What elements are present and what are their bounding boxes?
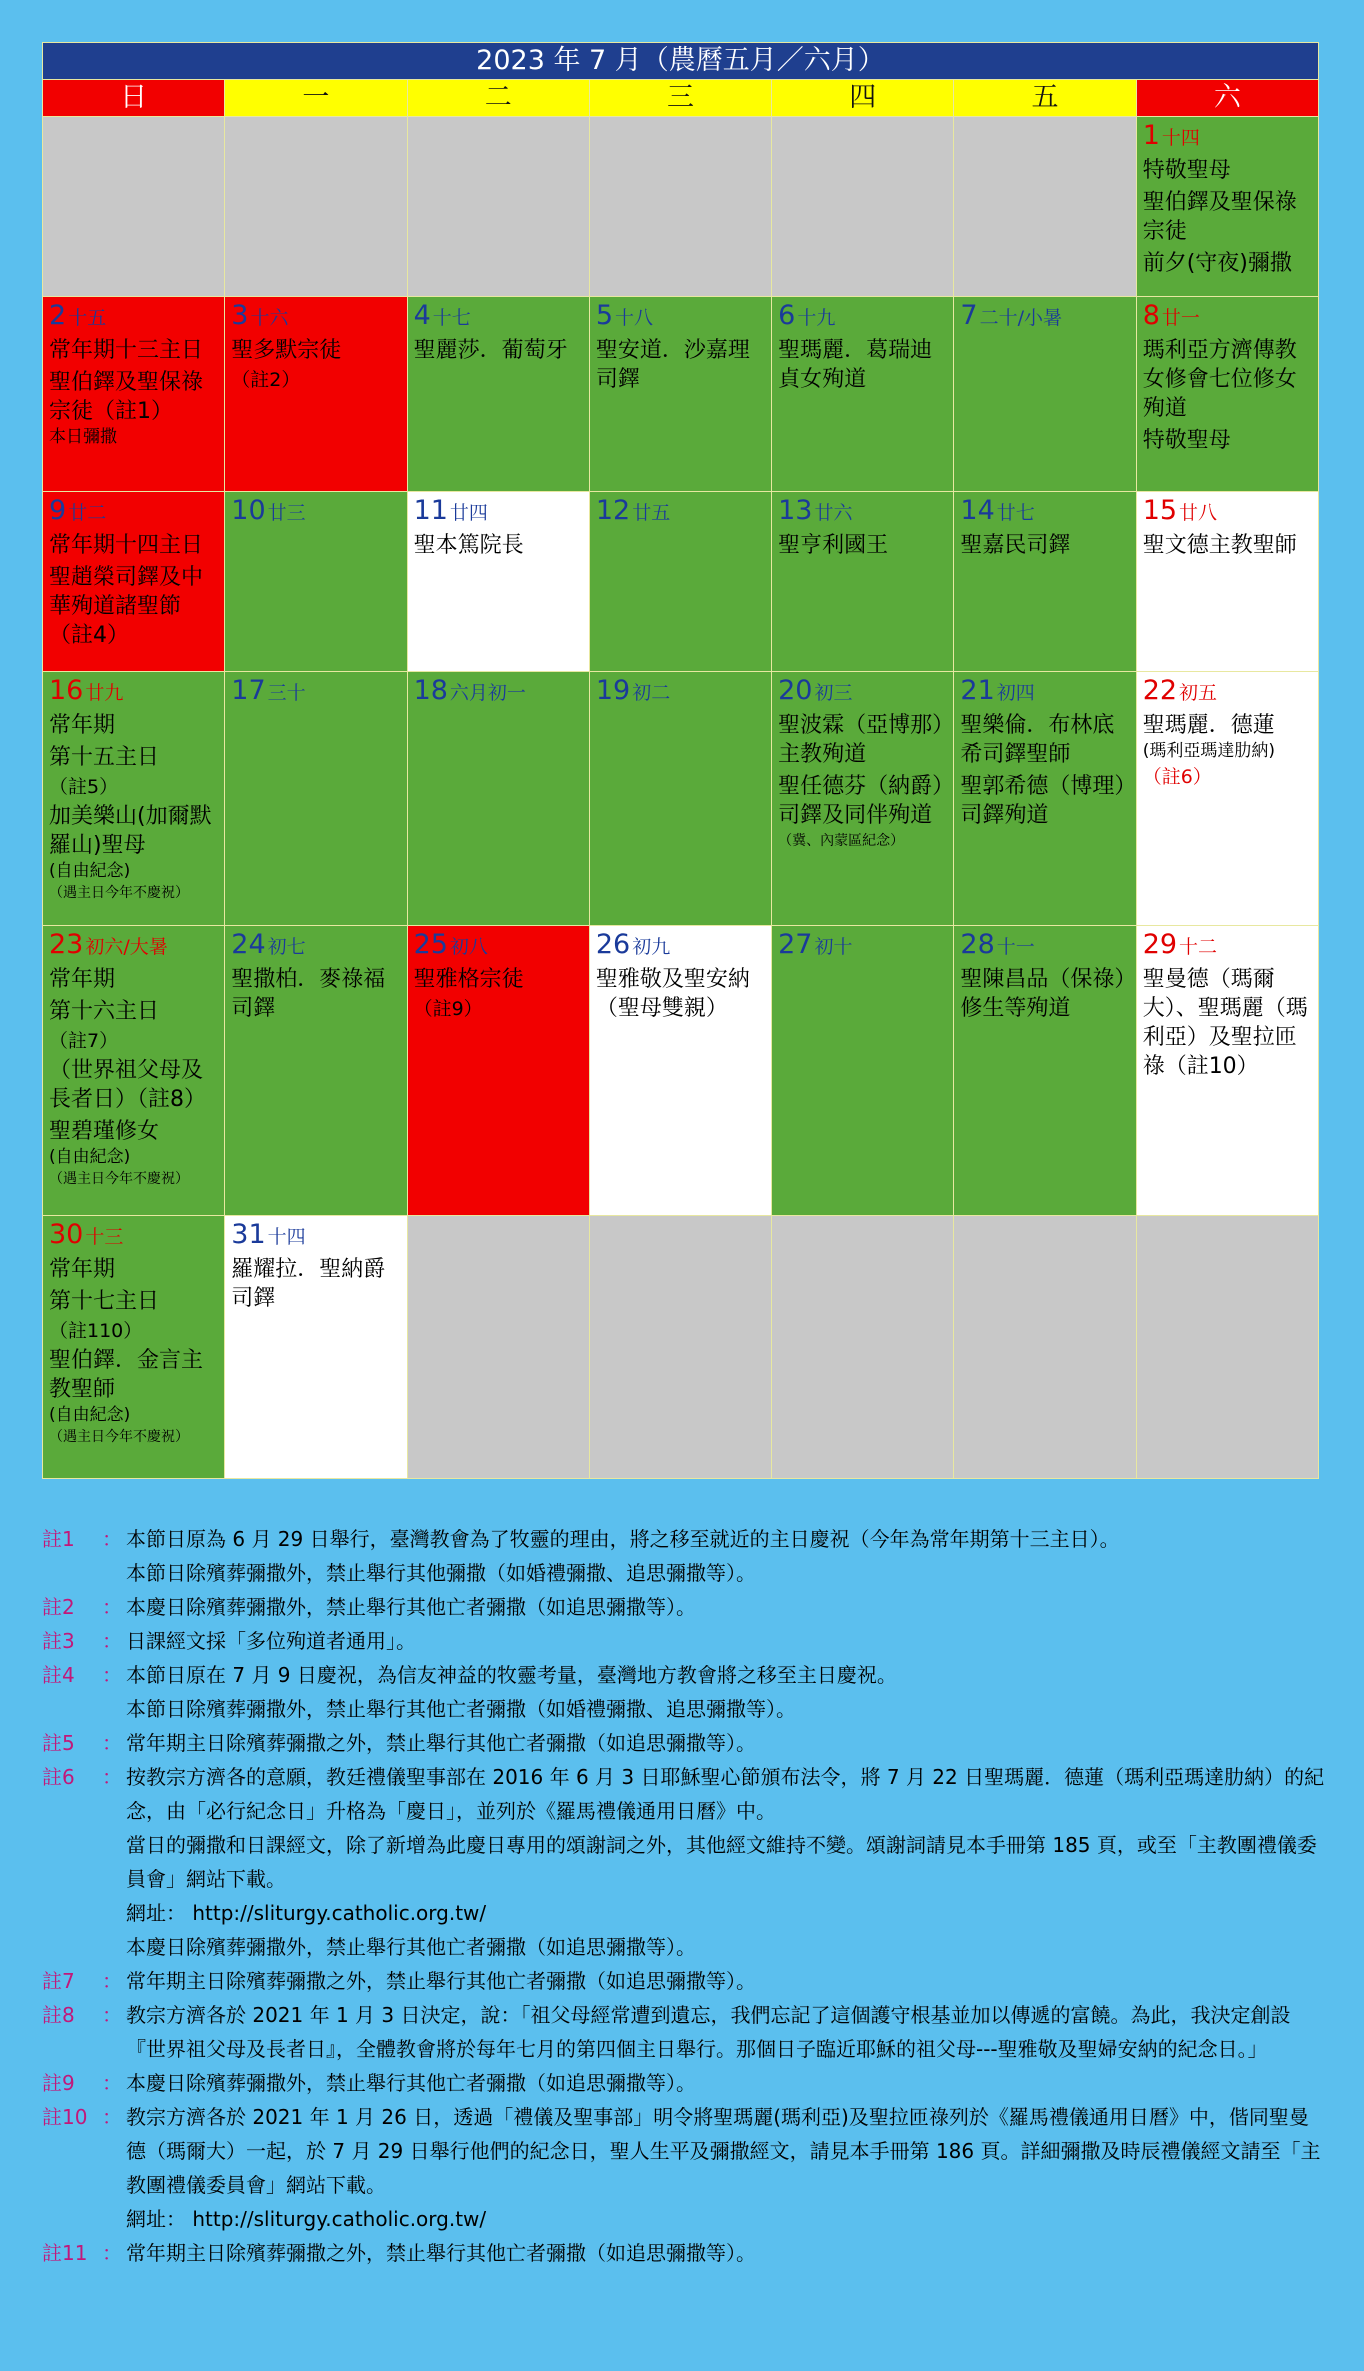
day-cell — [43, 492, 225, 672]
note-colon: ： — [102, 1629, 122, 1653]
feast-text: （遇主日今年不慶祝） — [49, 1429, 189, 1445]
day-header — [960, 301, 1129, 333]
note-colon: ： — [102, 2241, 122, 2265]
note-label: 註5 — [42, 1731, 75, 1755]
lunar-date: 六月初一 — [449, 682, 526, 704]
feast-text: (瑪利亞瑪達肋納) — [1142, 741, 1275, 761]
day-cell — [1136, 672, 1318, 926]
feast-text: 前夕(守夜)彌撒 — [1142, 251, 1292, 276]
note-colon: ： — [102, 1969, 122, 1993]
day-number: 8 — [1142, 300, 1160, 331]
feast-text: 聖趙榮司鐸及中華殉道諸聖節（註4） — [49, 565, 204, 648]
note-item — [42, 2100, 1327, 2236]
feast-text: （註6） — [1142, 766, 1212, 788]
note-label: 註1 — [42, 1527, 75, 1551]
lunar-date: 初六/大暑 — [85, 936, 168, 958]
note-text — [126, 1624, 1327, 1658]
weekday-header: 四 — [772, 80, 954, 117]
note-item — [42, 1658, 1327, 1726]
feast-text: 羅耀拉．聖納爵司鐸 — [231, 1257, 386, 1311]
feast-text: 常年期十四主日 — [49, 533, 204, 558]
day-header — [596, 301, 765, 333]
feast-text: 聖任德芬（納爵）司鐸及同伴殉道 — [778, 774, 944, 828]
day-header — [414, 301, 583, 333]
day-number: 30 — [49, 1219, 84, 1250]
calendar-body — [43, 117, 1319, 1479]
note-colon: ： — [102, 1663, 122, 1687]
day-cell — [1136, 117, 1318, 297]
note-label: 註4 — [42, 1663, 75, 1687]
weekday-header: 六 — [1136, 80, 1318, 117]
day-number: 27 — [778, 929, 813, 960]
lunar-date: 十七 — [432, 307, 471, 329]
note-line: 本慶日除殯葬彌撒外，禁止舉行其他亡者彌撒（如追思彌撒等）。 — [126, 2071, 696, 2095]
note-label: 註11 — [42, 2241, 88, 2265]
note-line: 本慶日除殯葬彌撒外，禁止舉行其他亡者彌撒（如追思彌撒等）。 — [126, 1595, 696, 1619]
lunar-date: 廿六 — [814, 502, 853, 524]
feast-text: 聖麗莎．葡萄牙 — [413, 338, 568, 363]
day-header — [231, 676, 400, 708]
note-line: 按教宗方濟各的意願，教廷禮儀聖事部在 2016 年 6 月 3 日耶穌聖心節頒布法令，將 7 月 22 日聖瑪麗．德蓮（瑪利亞瑪達肋納）的紀念，由「必行紀念日」升格為「慶日」，並列於《羅馬禮儀通用日曆》中。 — [126, 1765, 1325, 1823]
day-number: 25 — [413, 929, 448, 960]
note-line: 常年期主日除殯葬彌撒之外，禁止舉行其他亡者彌撒（如追思彌撒等）。 — [126, 1969, 756, 1993]
day-cell — [43, 672, 225, 926]
day-number: 14 — [960, 495, 995, 526]
day-header — [778, 930, 947, 962]
note-text — [126, 1658, 1327, 1726]
feast-text: 聖伯鐸及聖保祿宗徒 — [1142, 190, 1297, 244]
lunar-date: 十一 — [996, 936, 1035, 958]
feast-text: 聖陳昌品（保祿）修生等殉道 — [960, 967, 1126, 1021]
note-text — [126, 1522, 1327, 1590]
feast-text: 聖伯鐸．金言主教聖師 — [49, 1348, 204, 1402]
calendar-week-row — [43, 297, 1319, 492]
note-text — [126, 1964, 1327, 1998]
feast-text: 聖曼德（瑪爾大）、聖瑪麗（瑪利亞）及聖拉匝祿（註10） — [1142, 967, 1308, 1079]
feast-text: 聖雅格宗徒 — [413, 967, 524, 992]
weekday-header-row — [43, 80, 1319, 117]
day-header — [49, 676, 218, 708]
lunar-date: 廿一 — [1161, 307, 1200, 329]
note-text — [126, 1726, 1327, 1760]
day-header — [49, 1220, 218, 1252]
day-number: 5 — [595, 300, 614, 331]
note-label: 註2 — [42, 1595, 75, 1619]
note-line: 本慶日除殯葬彌撒外，禁止舉行其他亡者彌撒（如追思彌撒等）。 — [126, 1935, 696, 1959]
lunar-date: 初五 — [1179, 682, 1218, 704]
day-number: 10 — [231, 495, 266, 526]
day-number: 12 — [595, 495, 631, 526]
lunar-date: 初二 — [632, 682, 671, 704]
day-header — [1143, 301, 1312, 333]
lunar-date: 十二 — [1179, 936, 1218, 958]
note-colon: ： — [102, 2071, 122, 2095]
day-cell — [43, 1216, 225, 1479]
lunar-date: 廿七 — [996, 502, 1035, 524]
note-label: 註3 — [42, 1629, 75, 1653]
calendar-table — [42, 42, 1319, 1479]
day-cell — [954, 926, 1136, 1216]
day-cell — [407, 672, 589, 926]
day-header — [778, 676, 947, 708]
note-label: 註10 — [42, 2105, 88, 2129]
day-number: 15 — [1142, 495, 1178, 526]
day-header — [1143, 496, 1312, 528]
feast-text: 聖瑪麗．德蓮 — [1142, 713, 1275, 738]
day-header — [414, 930, 583, 962]
feast-text: 聖郭希德（博理）司鐸殉道 — [960, 774, 1126, 828]
note-line: 本節日除殯葬彌撒外，禁止舉行其他亡者彌撒（如婚禮彌撒、追思彌撒等）。 — [126, 1697, 796, 1721]
day-number: 2 — [49, 300, 67, 331]
day-cell — [225, 492, 407, 672]
feast-text: 本日彌撒 — [49, 427, 117, 447]
feast-text: 第十七主日 — [49, 1289, 160, 1314]
day-header — [778, 301, 947, 333]
feast-text: 聖瑪麗．葛瑞迪貞女殉道 — [778, 338, 933, 392]
day-cell — [589, 926, 771, 1216]
note-item — [42, 1624, 1327, 1658]
feast-text: 聖雅敬及聖安納（聖母雙親） — [595, 967, 750, 1021]
note-item — [42, 2066, 1327, 2100]
note-item — [42, 1760, 1327, 1964]
note-label: 註7 — [42, 1969, 75, 1993]
feast-text: 聖多默宗徒 — [231, 338, 342, 363]
day-cell — [1136, 926, 1318, 1216]
empty-day-cell — [407, 1216, 589, 1479]
day-cell — [772, 297, 954, 492]
lunar-date: 十五 — [68, 307, 107, 329]
feast-text: （世界祖父母及長者日）（註8） — [49, 1058, 206, 1112]
note-item — [42, 2236, 1327, 2270]
day-number: 28 — [960, 929, 995, 960]
feast-text: 聖亨利國王 — [778, 533, 889, 558]
lunar-date: 初十 — [814, 936, 853, 958]
day-cell — [1136, 492, 1318, 672]
lunar-date: 廿九 — [85, 682, 124, 704]
note-text — [126, 2066, 1327, 2100]
lunar-date: 十四 — [267, 1226, 306, 1248]
note-line: 日課經文採「多位殉道者通用」。 — [126, 1629, 416, 1653]
note-colon: ： — [102, 2003, 122, 2027]
note-line: 教宗方濟各於 2021 年 1 月 26 日，透過「禮儀及聖事部」明令將聖瑪麗(瑪利亞)及聖拉匝祿列於《羅馬禮儀通用日曆》中，偕同聖曼德（瑪爾大）一起，於 7 月 29 日舉行他們的紀念日，聖人生平及彌撒經文，請見本手冊第 186 頁。詳細彌撒及時辰禮儀經文請至「主教團禮儀委員會」網站下載。 — [126, 2105, 1321, 2197]
day-header — [960, 496, 1129, 528]
day-number: 18 — [413, 675, 448, 706]
day-number: 16 — [49, 675, 84, 706]
day-cell — [772, 492, 954, 672]
feast-text: （註110） — [49, 1320, 143, 1342]
note-colon: ： — [102, 2105, 122, 2129]
day-number: 31 — [231, 1219, 266, 1250]
note-colon: ： — [102, 1765, 122, 1789]
empty-day-cell — [954, 1216, 1136, 1479]
day-header — [1143, 676, 1312, 708]
lunar-date: 初八 — [449, 936, 488, 958]
feast-text: (自由紀念) — [49, 1405, 131, 1425]
day-number: 11 — [413, 495, 448, 526]
feast-text: （遇主日今年不慶祝） — [49, 885, 189, 901]
feast-text: 瑪利亞方濟傳教女修會七位修女殉道 — [1142, 338, 1297, 421]
feast-text: 聖嘉民司鐸 — [960, 533, 1071, 558]
day-number: 23 — [49, 929, 84, 960]
day-header — [960, 676, 1129, 708]
lunar-date: 廿八 — [1179, 502, 1218, 524]
feast-text: （註5） — [49, 776, 119, 798]
day-header — [231, 930, 400, 962]
feast-text: 特敬聖母 — [1142, 158, 1231, 183]
day-number: 26 — [595, 929, 631, 960]
lunar-date: 廿二 — [68, 502, 107, 524]
day-cell — [954, 492, 1136, 672]
calendar-week-row — [43, 117, 1319, 297]
day-cell — [225, 297, 407, 492]
feast-text: (自由紀念) — [49, 861, 131, 881]
day-number: 7 — [960, 300, 978, 331]
calendar-title: 2023 年 7 月（農曆五月／六月） — [43, 43, 1319, 80]
day-header — [596, 676, 765, 708]
notes-section — [42, 1522, 1327, 2270]
empty-day-cell — [1136, 1216, 1318, 1479]
day-number: 17 — [231, 675, 266, 706]
empty-day-cell — [772, 117, 954, 297]
weekday-header: 三 — [589, 80, 771, 117]
note-item — [42, 1964, 1327, 1998]
note-line: 常年期主日除殯葬彌撒之外，禁止舉行其他亡者彌撒（如追思彌撒等）。 — [126, 1731, 756, 1755]
lunar-date: 初三 — [814, 682, 853, 704]
feast-text: （遇主日今年不慶祝） — [49, 1171, 189, 1187]
day-cell — [43, 926, 225, 1216]
note-item — [42, 1998, 1327, 2066]
day-number: 19 — [595, 675, 631, 706]
lunar-date: 十八 — [615, 307, 654, 329]
lunar-date: 廿五 — [632, 502, 671, 524]
note-text — [126, 2100, 1327, 2236]
weekday-header: 五 — [954, 80, 1136, 117]
lunar-date: 十三 — [85, 1226, 124, 1248]
calendar-week-row — [43, 672, 1319, 926]
note-colon: ： — [102, 1595, 122, 1619]
day-number: 20 — [778, 675, 813, 706]
feast-text: 聖撒柏．麥祿福司鐸 — [231, 967, 386, 1021]
feast-text: 聖本篤院長 — [413, 533, 524, 558]
day-header — [960, 930, 1129, 962]
lunar-date: 十四 — [1161, 127, 1200, 149]
feast-text: 聖碧瑾修女 — [49, 1119, 160, 1144]
lunar-date: 廿三 — [267, 502, 306, 524]
note-item — [42, 1726, 1327, 1760]
feast-text: 常年期 — [49, 713, 116, 738]
empty-day-cell — [772, 1216, 954, 1479]
note-line: 常年期主日除殯葬彌撒之外，禁止舉行其他亡者彌撒（如追思彌撒等）。 — [126, 2241, 756, 2265]
day-cell — [589, 672, 771, 926]
note-line: 本節日除殯葬彌撒外，禁止舉行其他彌撒（如婚禮彌撒、追思彌撒等）。 — [126, 1561, 756, 1585]
feast-text: （註9） — [413, 998, 483, 1020]
note-line: 本節日原在 7 月 9 日慶祝，為信友神益的牧靈考量，臺灣地方教會將之移至主日慶祝。 — [126, 1663, 897, 1687]
empty-day-cell — [954, 117, 1136, 297]
note-item — [42, 1522, 1327, 1590]
calendar-week-row — [43, 492, 1319, 672]
empty-day-cell — [589, 1216, 771, 1479]
day-header — [231, 1220, 400, 1252]
note-colon: ： — [102, 1527, 122, 1551]
day-cell — [1136, 297, 1318, 492]
day-header — [1143, 930, 1312, 962]
feast-text: 加美樂山(加爾默羅山)聖母 — [49, 804, 212, 858]
note-label: 註6 — [42, 1765, 75, 1789]
lunar-date: 三十 — [267, 682, 306, 704]
empty-day-cell — [589, 117, 771, 297]
day-number: 29 — [1142, 929, 1178, 960]
empty-day-cell — [407, 117, 589, 297]
day-cell — [772, 672, 954, 926]
lunar-date: 廿四 — [449, 502, 488, 524]
feast-text: （註7） — [49, 1030, 119, 1052]
note-line: 教宗方濟各於 2021 年 1 月 3 日決定，說：「祖父母經常遭到遺忘，我們忘記了這個護守根基並加以傳遞的富饒。為此，我決定創設『世界祖父母及長者日』，全體教會將於每年七月的第四個主日舉行。那個日子臨近耶穌的祖父母---聖雅敬及聖婦安納的紀念日。」 — [126, 2003, 1291, 2061]
lunar-date: 十九 — [797, 307, 836, 329]
note-line: 當日的彌撒和日課經文，除了新增為此慶日專用的頌謝詞之外，其他經文維持不變。頌謝詞請見本手冊第 185 頁，或至「主教團禮儀委員會」網站下載。 — [126, 1833, 1317, 1891]
day-number: 4 — [413, 300, 431, 331]
lunar-date: 二十/小暑 — [979, 307, 1062, 329]
day-cell — [772, 926, 954, 1216]
day-number: 22 — [1142, 675, 1178, 706]
day-number: 1 — [1142, 120, 1160, 151]
lunar-date: 初七 — [267, 936, 306, 958]
feast-text: 聖文德主教聖師 — [1142, 533, 1297, 558]
day-cell — [407, 297, 589, 492]
note-line: 網址： http://sliturgy.catholic.org.tw/ — [126, 2207, 487, 2231]
day-number: 13 — [778, 495, 813, 526]
note-line: 本節日原為 6 月 29 日舉行，臺灣教會為了牧靈的理由，將之移至就近的主日慶祝（今年為常年期第十三主日）。 — [126, 1527, 1120, 1551]
day-number: 21 — [960, 675, 995, 706]
lunar-date: 十六 — [250, 307, 289, 329]
feast-text: 聖伯鐸及聖保祿宗徒（註1） — [49, 370, 204, 424]
note-item — [42, 1590, 1327, 1624]
day-cell — [225, 672, 407, 926]
note-colon: ： — [102, 1731, 122, 1755]
day-header — [778, 496, 947, 528]
weekday-header: 日 — [43, 80, 225, 117]
calendar-week-row — [43, 926, 1319, 1216]
empty-day-cell — [43, 117, 225, 297]
day-header — [231, 496, 400, 528]
weekday-header: 二 — [407, 80, 589, 117]
day-header — [49, 301, 218, 333]
day-number: 9 — [49, 495, 67, 526]
day-cell — [43, 297, 225, 492]
day-cell — [954, 297, 1136, 492]
day-number: 6 — [778, 300, 796, 331]
day-cell — [954, 672, 1136, 926]
note-label: 註8 — [42, 2003, 75, 2027]
note-line: 網址： http://sliturgy.catholic.org.tw/ — [126, 1901, 487, 1925]
feast-text: 聖樂倫．布林底希司鐸聖師 — [960, 713, 1115, 767]
feast-text: (自由紀念) — [49, 1147, 131, 1167]
feast-text: 聖波霖（亞博那）主教殉道 — [778, 713, 944, 767]
day-header — [49, 496, 218, 528]
feast-text: （註2） — [231, 369, 301, 391]
day-header — [1143, 121, 1312, 153]
day-header — [231, 301, 400, 333]
day-cell — [589, 297, 771, 492]
feast-text: 常年期十三主日 — [49, 338, 204, 363]
day-header — [596, 496, 765, 528]
feast-text: 特敬聖母 — [1142, 428, 1231, 453]
day-cell — [407, 926, 589, 1216]
day-cell — [225, 1216, 407, 1479]
calendar-week-row — [43, 1216, 1319, 1479]
feast-text: （冀、內蒙區紀念） — [778, 833, 905, 849]
note-text — [126, 1998, 1327, 2066]
day-number: 24 — [231, 929, 266, 960]
lunar-date: 初四 — [996, 682, 1035, 704]
day-cell — [225, 926, 407, 1216]
note-text — [126, 2236, 1327, 2270]
weekday-header: 一 — [225, 80, 407, 117]
day-header — [596, 930, 765, 962]
feast-text: 常年期 — [49, 1257, 116, 1282]
day-header — [414, 676, 583, 708]
feast-text: 聖安道．沙嘉理司鐸 — [595, 338, 750, 392]
note-label: 註9 — [42, 2071, 75, 2095]
lunar-date: 初九 — [632, 936, 671, 958]
feast-text: 第十六主日 — [49, 999, 160, 1024]
day-header — [49, 930, 218, 962]
day-number: 3 — [231, 300, 249, 331]
feast-text: 第十五主日 — [49, 745, 160, 770]
day-header — [414, 496, 583, 528]
note-text — [126, 1590, 1327, 1624]
empty-day-cell — [225, 117, 407, 297]
day-cell — [589, 492, 771, 672]
day-cell — [407, 492, 589, 672]
note-text — [126, 1760, 1327, 1964]
feast-text: 常年期 — [49, 967, 116, 992]
